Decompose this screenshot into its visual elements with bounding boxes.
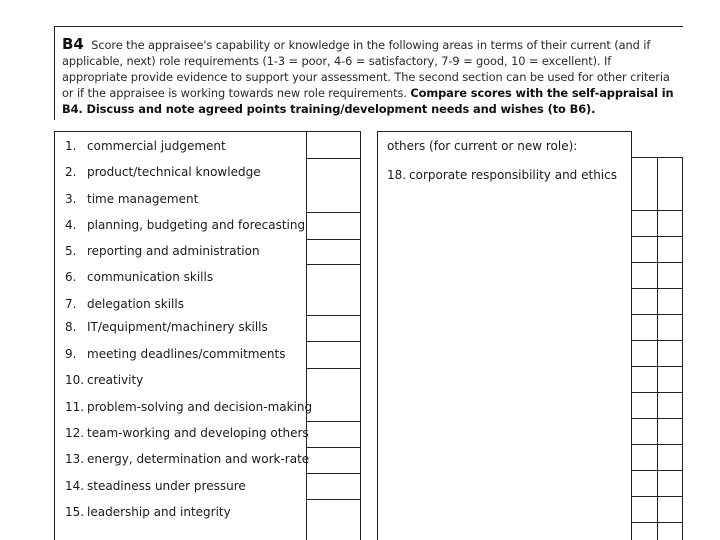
criteria-item: 1. commercial judgement	[65, 139, 226, 153]
other-criteria-heading: others (for current or new role):	[387, 139, 578, 153]
score-box[interactable]	[306, 131, 361, 158]
instruction-box	[54, 26, 683, 120]
criteria-item: 6. communication skills	[65, 270, 214, 284]
criteria-item: 15. leadership and integrity	[65, 505, 231, 519]
score-box[interactable]	[306, 315, 361, 341]
score-column	[306, 131, 361, 540]
score-box[interactable]	[306, 239, 361, 264]
criteria-item: 5. reporting and administration	[65, 244, 260, 258]
score-box[interactable]	[306, 264, 361, 315]
score-box[interactable]	[306, 212, 361, 239]
criteria-item: 3. time management	[65, 192, 199, 206]
score-divider	[682, 157, 683, 540]
score-box[interactable]	[306, 158, 361, 212]
score-box[interactable]	[306, 447, 361, 473]
score-box[interactable]	[306, 341, 361, 368]
criteria-item: 11. problem-solving and decision-making	[65, 400, 313, 414]
instruction-bold-text: Compare scores with the self-appraisal in B4. Discuss and note agreed points training/development needs and wishes (to B6).	[62, 86, 674, 116]
criteria-item: 18. corporate responsibility and ethics	[387, 168, 617, 182]
criteria-item: 4. planning, budgeting and forecasting	[65, 218, 306, 232]
score-divider	[657, 157, 658, 540]
criteria-item: 10. creativity	[65, 373, 144, 387]
instruction-text: Score the appraisee's capability or knowledge in the following areas in terms of their current (and if applicable, next) role requirements (1-3 = poor, 4-6 = satisfactory, 7-9 = good, 10 = excellent). If appropriate provide evidence to support your assessment. The second section can be used for other criteria or if the appraisee is working towards new role requirements.	[62, 38, 670, 100]
criteria-item: 12. team-working and developing others	[65, 426, 309, 440]
criteria-item: 9. meeting deadlines/commitments	[65, 347, 286, 361]
criteria-item: 7. delegation skills	[65, 297, 184, 311]
other-criteria-panel	[377, 131, 632, 540]
score-box[interactable]	[306, 473, 361, 499]
criteria-item: 8. IT/equipment/machinery skills	[65, 320, 268, 334]
section-ref: B4	[62, 35, 84, 53]
score-box[interactable]	[306, 368, 361, 421]
score-box[interactable]	[306, 421, 361, 447]
criteria-item: 14. steadiness under pressure	[65, 479, 246, 493]
score-box[interactable]	[306, 499, 361, 540]
criteria-item: 2. product/technical knowledge	[65, 165, 261, 179]
criteria-item: 13. energy, determination and work-rate	[65, 452, 310, 466]
